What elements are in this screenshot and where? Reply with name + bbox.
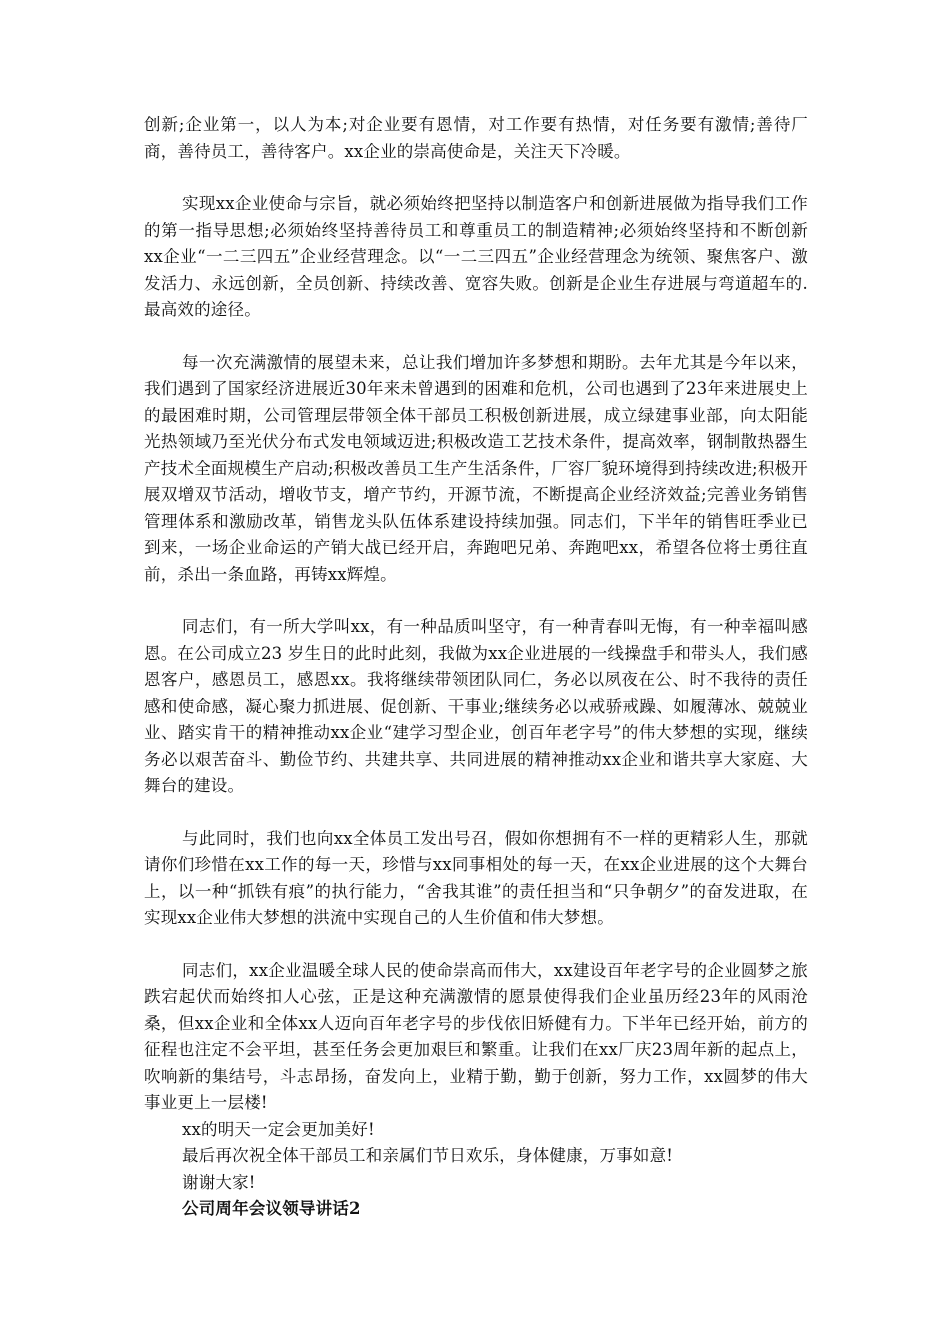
paragraph-vision: 同志们，xx企业温暖全球人民的使命崇高而伟大，xx建设百年老字号的企业圆梦之旅跌宕起伏而始终扣人心弦，正是这种充满激情的愿景使得我们企业虽历经23年的风雨沧桑，但xx企业和全体xx人迈向百年老字号的步伐依旧矫健有力。下半年已经开始，前方的征程也注定不会平坦，甚至任务会更加艰巨和繁重。让我们在xx厂庆23周年新的起点上，吹响新的集结号，斗志昂扬，奋发向上，业精于勤，勤于创新，努力工作，xx圆梦的伟大事业更上一层楼!	[144, 960, 808, 1112]
paragraph-outlook: 每一次充满激情的展望未来，总让我们增加许多梦想和期盼。去年尤其是今年以来，我们遇到了国家经济进展近30年来未曾遇到的困难和危机，公司也遇到了23年来进展史上的最困难时期，公司管理层带领全体干部员工积极创新进展，成立绿建事业部，向太阳能光热领域乃至光伏分布式发电领域迈进;积极改造工艺技术条件，提高效率，钢制散热器生产技术全面规模生产启动;积极改善员工生产生活条件，厂容厂貌环境得到持续改进;积极开展双增双节活动，增收节支，增产节约，开源节流，不断提高企业经济效益;完善业务销售管理体系和激励改革，销售龙头队伍体系建设持续加强。同志们，下半年的销售旺季业已到来，一场企业命运的产销大战已经开启，奔跑吧兄弟、奔跑吧xx，希望各位将士勇往直前，杀出一条血路，再铸xx辉煌。	[144, 352, 808, 584]
section-heading: 公司周年会议领导讲话2	[182, 1199, 361, 1218]
document-page	[144, 112, 808, 1223]
paragraph-mission: 实现xx企业使命与宗旨，就必须始终把坚持以制造客户和创新进展做为指导我们工作的第一指导思想;必须始终坚持善待员工和尊重员工的制造精神;必须始终坚持和不断创新xx企业“一二三四五”企业经营理念。以“一二三四五”企业经营理念为统领、聚焦客户、激发活力、永远创新，全员创新、持续改善、宽容失败。创新是企业生存进展与弯道超车的.最高效的途径。	[144, 194, 808, 319]
paragraph-continuation: 创新;企业第一，以人为本;对企业要有恩情，对工作要有热情，对任务要有激情;善待厂商，善待员工，善待客户。xx企业的崇高使命是，关注天下冷暖。	[144, 115, 808, 161]
paragraph-gratitude: 同志们，有一所大学叫xx，有一种品质叫坚守，有一种青春叫无悔，有一种幸福叫感恩。在公司成立23 岁生日的此时此刻，我做为xx企业进展的一线操盘手和带头人，我们感恩客户，感恩员工，感恩xx。我将继续带领团队同仁，务必以夙夜在公、时不我待的责任感和使命感，凝心聚力抓进展、促创新、干事业;继续务必以戒骄戒躁、如履薄冰、兢兢业业、踏实肯干的精神推动xx企业“建学习型企业，创百年老字号”的伟大梦想的实现，继续务必以艰苦奋斗、勤俭节约、共建共享、共同进展的精神推动xx企业和谐共享大家庭、大舞台的建设。	[144, 617, 808, 795]
closing-line-wishes: 最后再次祝全体干部员工和亲属们节日欢乐，身体健康，万事如意!	[182, 1146, 674, 1165]
closing-line-thanks: 谢谢大家!	[182, 1172, 256, 1192]
closing-line-future: xx的明天一定会更加美好!	[182, 1119, 375, 1139]
paragraph-call-to-action: 与此同时，我们也向xx全体员工发出号召，假如你想拥有不一样的更精彩人生，那就请你们珍惜在xx工作的每一天，珍惜与xx同事相处的每一天，在xx企业进展的这个大舞台上，以一种“抓铁有痕”的执行能力，“舍我其谁”的责任担当和“只争朝夕”的奋发进取，在实现xx企业伟大梦想的洪流中实现自己的人生价值和伟大梦想。	[144, 828, 808, 927]
